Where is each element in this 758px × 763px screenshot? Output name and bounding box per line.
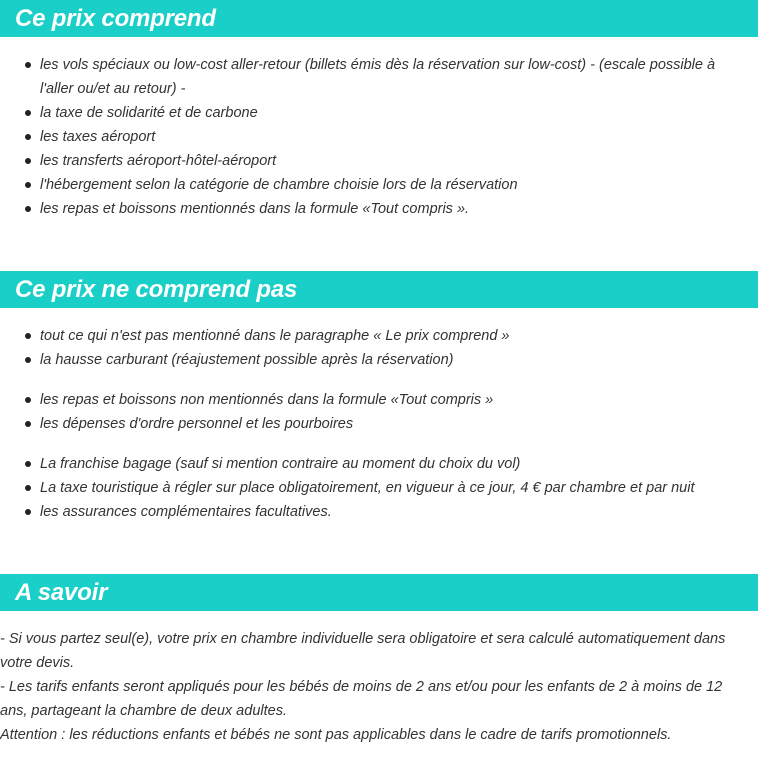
included-list — [0, 53, 740, 221]
list-item: les vols spéciaux ou low-cost aller-retour (billets émis dès la réservation sur low-cost) - (escale possible à l'aller ou/et au retour) - — [0, 53, 740, 101]
list-item: les repas et boissons mentionnés dans la formule «Tout compris ». — [0, 197, 740, 221]
included-header — [0, 0, 758, 37]
excluded-header — [0, 271, 758, 308]
excluded-title: Ce prix ne comprend pas — [15, 276, 298, 303]
list-item: les taxes aéroport — [0, 125, 740, 149]
list-item: La franchise bagage (sauf si mention contraire au moment du choix du vol) — [0, 452, 740, 476]
savoir-header — [0, 574, 758, 611]
savoir-paragraph: Attention : les réductions enfants et bébés ne sont pas applicables dans le cadre de tarifs promotionnels. — [0, 727, 672, 743]
savoir-body — [0, 627, 752, 747]
list-item: les assurances complémentaires facultatives. — [0, 500, 740, 524]
list-item: la taxe de solidarité et de carbone — [0, 101, 740, 125]
list-item: les repas et boissons non mentionnés dans la formule «Tout compris » — [0, 388, 740, 412]
list-item: La taxe touristique à régler sur place obligatoirement, en vigueur à ce jour, 4 € par chambre et par nuit — [0, 476, 740, 500]
savoir-paragraph: - Si vous partez seul(e), votre prix en chambre individuelle sera obligatoire et sera calculé automatiquement dans votre devis. — [0, 631, 726, 671]
list-item: la hausse carburant (réajustement possible après la réservation) — [0, 348, 740, 372]
list-item: tout ce qui n'est pas mentionné dans le paragraphe « Le prix comprend » — [0, 324, 740, 348]
list-item: les dépenses d'ordre personnel et les pourboires — [0, 412, 740, 436]
excluded-list — [0, 324, 740, 524]
list-item: l'hébergement selon la catégorie de chambre choisie lors de la réservation — [0, 173, 740, 197]
savoir-paragraph: - Les tarifs enfants seront appliqués pour les bébés de moins de 2 ans et/ou pour les enfants de 2 à moins de 12 ans, partageant la chambre de deux adultes. — [0, 679, 723, 719]
savoir-title: A savoir — [15, 579, 108, 606]
list-item: les transferts aéroport-hôtel-aéroport — [0, 149, 740, 173]
included-title: Ce prix comprend — [15, 5, 216, 32]
